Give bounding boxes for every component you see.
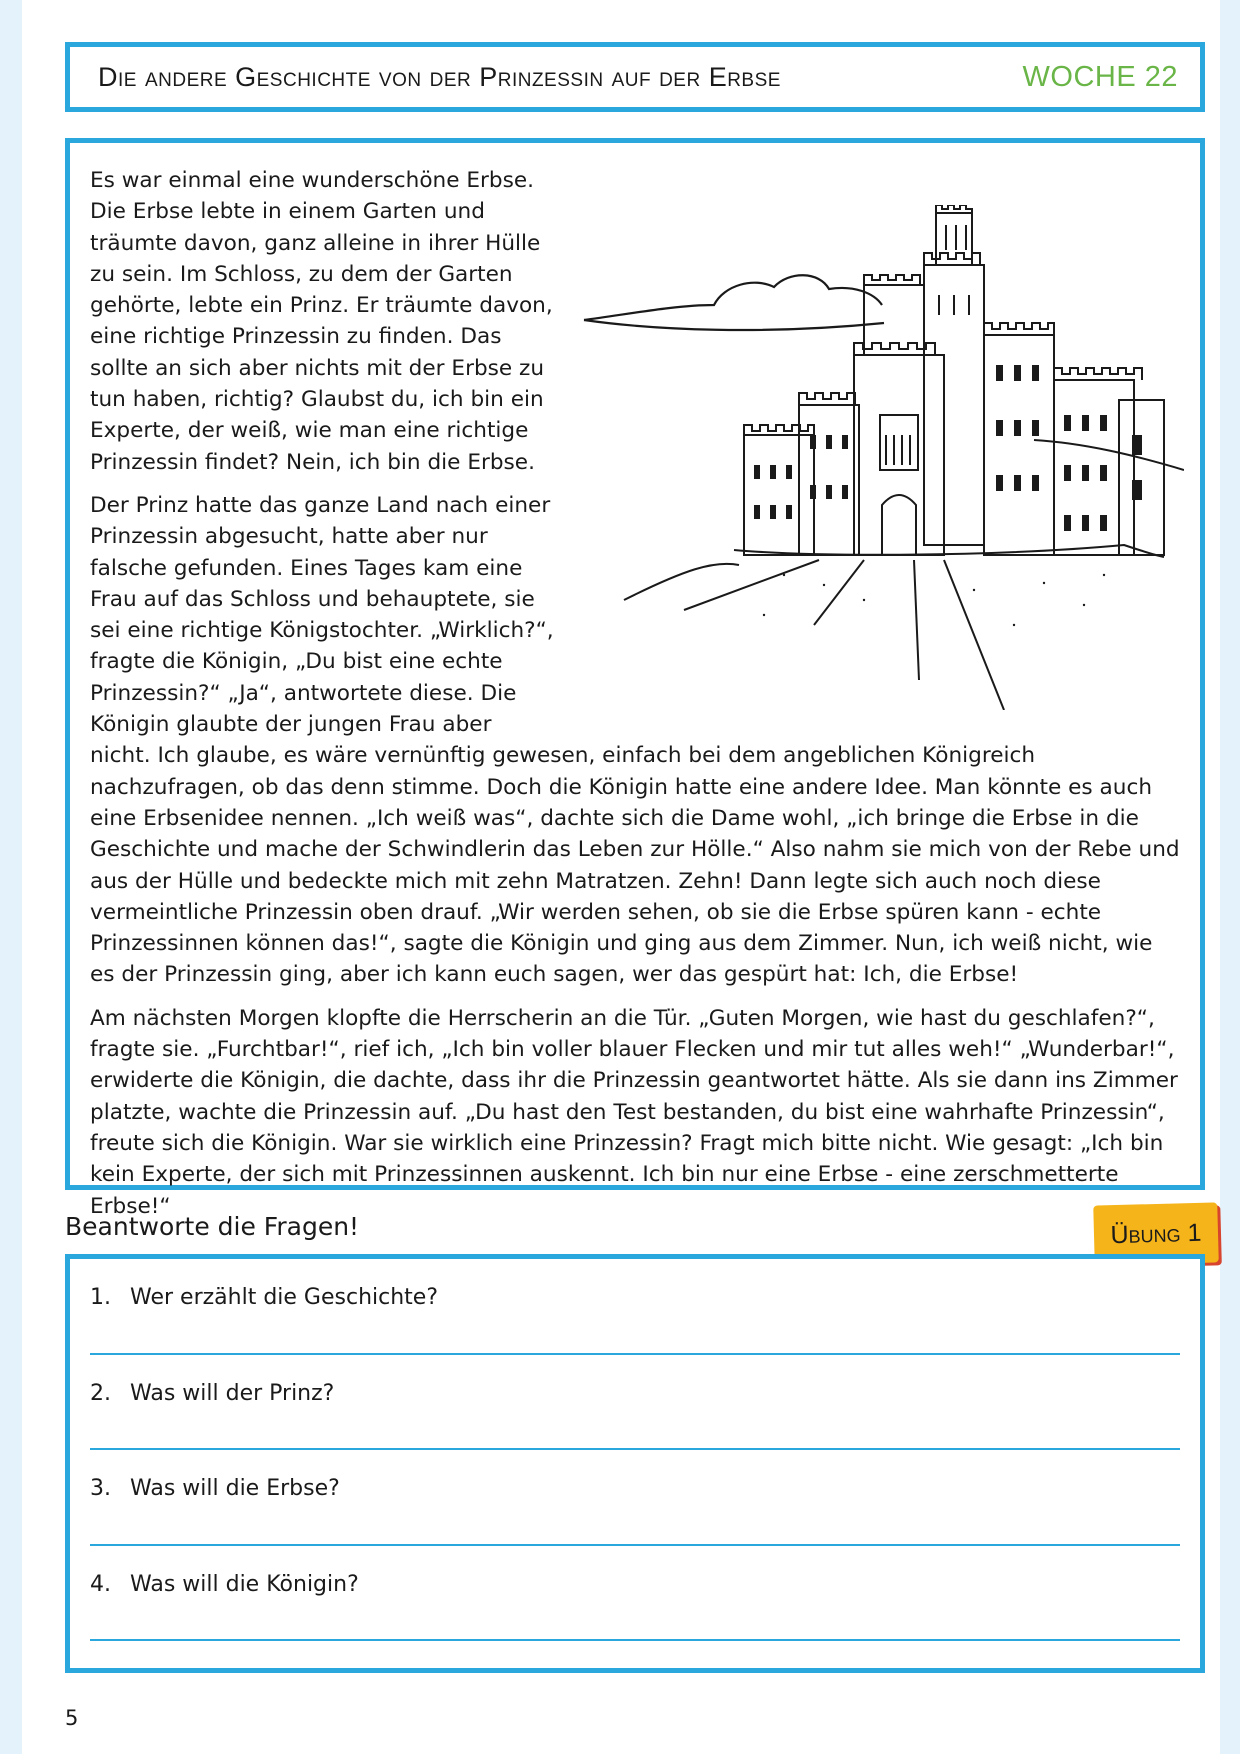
story-paragraph-2: Der Prinz hatte das ganze Land nach einer Prinzessin abgesucht, hatte aber nur falsche gefunden. Eines Tages kam eine Frau auf das Schloss und behauptete, sie sei eine richtige Königstochter. „Wirklich?“, fragte die Königin, „Du bist eine echte Prinzessin?“ „Ja“, antwortete diese. Die Königin glaubte der jungen Frau aber nicht. Ich glaube, es wäre vernünftig gewesen, einfach bei dem angeblichen Königreich nachzufragen, ob das denn stimme. Doch die Königin hatte eine andere Idee. Man könnte es auch eine Erbsenidee nennen. „Ich weiß was“, dachte sich die Dame wohl, „ich bringe die Erbse in die Geschichte und mache der Schwindlerin das Leben zur Hölle.“ Also nahm sie mich von der Rebe und aus der Hülle und bedeckte mich mit zehn Matratzen. Zehn! Dann legte sich auch noch diese vermeintliche Prinzessin oben drauf. „Wir werden sehen, ob sie die Erbse spüren kann - echte Prinzessinnen können das!“, sagte die Königin und ging aus dem Zimmer. Nun, ich weiß nicht, wie es der Prinzessin ging, aber ich kann euch sagen, wer das gespürt hat: Ich, die Erbse! (90, 492, 1180, 988)
question-text: Wer erzählt die Geschichte? (130, 1285, 438, 1310)
question-row[interactable] (90, 1546, 1180, 1642)
question-row[interactable] (90, 1450, 1180, 1546)
story-paragraph-1: Es war einmal eine wunderschöne Erbse. Die Erbse lebte in einem Garten und träumte davon, ganz alleine in ihrer Hülle zu sein. Im Schloss, zu dem der Garten gehörte, lebte ein Prinz. Er träumte davon, eine richtige Prinzessin zu finden. Das sollte an sich aber nichts mit der Erbse zu tun haben, richtig? Glaubst du, ich bin ein Experte, der weiß, wie man eine richtige Prinzessin findet? Nein, ich bin die Erbse. (90, 168, 553, 475)
story-box (65, 138, 1205, 1219)
question-number: 2. (90, 1380, 111, 1406)
page-number: 5 (65, 1706, 79, 1730)
question-text: Was will der Prinz? (130, 1380, 335, 1406)
week-label: WOCHE 22 (1022, 60, 1178, 93)
page-title: Die andere Geschichte von der Prinzessin auf der Erbse (98, 61, 781, 92)
question-number: 3. (90, 1476, 111, 1501)
question-number: 4. (90, 1571, 111, 1597)
questions-box (65, 1254, 1205, 1673)
question-number: 1. (90, 1285, 111, 1310)
question-text: Was will die Erbse? (130, 1476, 340, 1501)
question-row[interactable] (90, 1259, 1180, 1355)
castle-illustration (564, 205, 1184, 710)
story-text (90, 165, 1180, 1222)
story-paragraph-3: Am nächsten Morgen klopfte die Herrscherin an die Tür. „Guten Morgen, wie hast du geschlafen?“, fragte sie. „Furchtbar!“, rief ich, „Ich bin voller blauer Flecken und mir tut alles weh!“ „Wunderbar!“, erwiderte die Königin, die dachte, dass ihr die Prinzessin geantwortet hätte. Als sie dann ins Zimmer platzte, wachte die Prinzessin auf. „Du hast den Test bestanden, du bist eine wahrhafte Prinzessin“, freute sich die Königin. War sie wirklich eine Prinzessin? Fragt mich bitte nicht. Wie gesagt: „Ich bin kein Experte, der sich mit Prinzessinnen auskennt. Ich bin nur eine Erbse - eine zerschmetterte Erbse!“ (90, 1005, 1178, 1219)
header-banner (65, 42, 1205, 112)
question-text: Was will die Königin? (130, 1571, 359, 1597)
exercise-heading: Beantworte die Fragen! (65, 1212, 360, 1241)
exercise-badge: Übung 1 (1093, 1202, 1219, 1265)
question-row[interactable] (90, 1355, 1180, 1451)
